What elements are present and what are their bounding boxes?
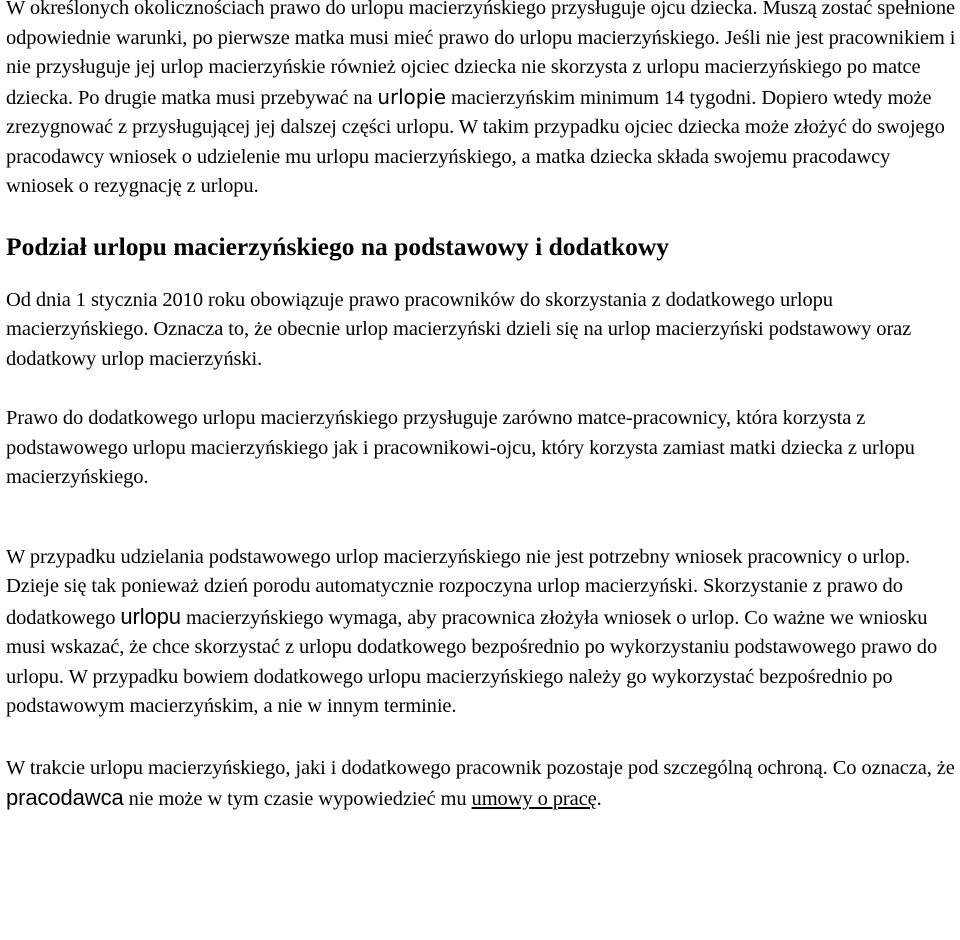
paragraph-text: W trakcie urlopu macierzyńskiego, jaki i dodatkowego pracownik pozostaje pod szczególną ochroną. Co oznacza, że (6, 756, 955, 779)
article-content (6, 0, 958, 815)
keyword-pracodawca: pracodawca (6, 785, 124, 810)
paragraph-leave-application (6, 543, 958, 722)
paragraph-text: macierzyńskiego wymaga, aby pracownica złożyła wniosek o urlop. Co ważne we wniosku musi wskazać, że chce skorzystać z urlopu dodatkowego bezpośrednio po wykorzystaniu podstawowego prawo do urlopu. W przypadku bowiem dodatkowego urlopu macierzyńskiego należy go wykorzystać bezpośrednio po podstawowym macierzyńskim, a nie w innym terminie. (6, 606, 938, 717)
paragraph-father-leave (6, 0, 958, 202)
paragraph-text: macierzyńskim minimum 14 tygodni. Dopiero wtedy może zrezygnować z przysługującej jej dalszej części urlopu. W takim przypadku ojciec dziecka może złożyć do swojego pracodawcy wniosek o udzielenie mu urlopu macierzyńskiego, a matka dziecka składa swojemu pracodawcy wniosek o rezygnację z urlopu. (6, 86, 945, 197)
paragraph-text: W określonych okolicznościach prawo do urlopu macierzyńskiego przysługuje ojcu dziecka. Muszą zostać spełnione odpowiednie warunki, po pierwsze matka musi mieć prawo do urlopu macierzyńskiego. Jeśli nie jest pracownikiem i nie przysługuje jej urlop macierzyńskie również ojciec dziecka nie skorzysta z urlopu macierzyńskiego po matce dziecka. Po drugie matka musi przebywać na (6, 0, 956, 109)
link-employment-contract[interactable]: umowy o pracę (471, 788, 597, 810)
section-heading: Podział urlopu macierzyńskiego na podstawowy i dodatkowy (6, 231, 670, 261)
keyword-urlopu: urlopu (120, 603, 181, 629)
paragraph-additional-leave-right: Prawo do dodatkowego urlopu macierzyńskiego przysługuje zarówno matce-pracownicy, która korzysta z podstawowego urlopu macierzyńskiego jak i pracownikowi-ojcu, który korzysta zamiast matki dziecka z urlopu macierzyńskiego. (6, 407, 915, 488)
paragraph-protection (6, 754, 958, 815)
paragraph-text: W przypadku udzielania podstawowego urlop macierzyńskiego nie jest potrzebny wniosek pracownicy o urlop. Dzieje się tak ponieważ dzień porodu automatycznie rozpoczyna urlop macierzyński. Skorzystanie z prawo do dodatkowego (6, 545, 911, 629)
paragraph-leave-division: Od dnia 1 stycznia 2010 roku obowiązuje prawo pracowników do skorzystania z dodatkowego urlopu macierzyńskiego. Oznacza to, że obecnie urlop macierzyński dzieli się na urlop macierzyński podstawowy oraz dodatkowy urlop macierzyński. (6, 288, 912, 370)
paragraph-text: nie może w tym czasie wypowiedzieć mu (123, 788, 472, 810)
paragraph-text: . (596, 788, 602, 810)
keyword-urlopie: urlopie (377, 84, 446, 109)
